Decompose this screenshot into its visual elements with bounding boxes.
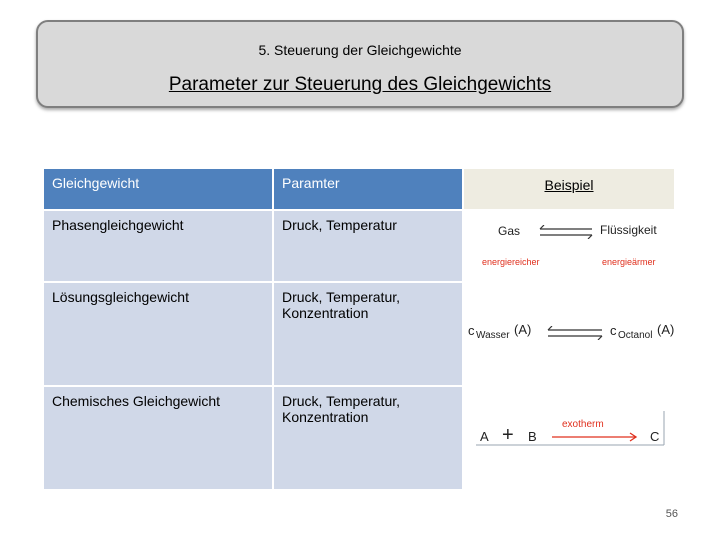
column-header-beispiel: Beispiel [464,169,674,209]
cell-gleichgewicht: Lösungsgleichgewicht [44,283,272,385]
example-solution [464,283,674,385]
phase-liquid-label: Flüssigkeit [600,223,657,237]
phase-right-note: energieärmer [602,257,656,267]
phase-left-note: energiereicher [482,257,540,267]
table-header-row [44,169,674,209]
cell-parameter: Druck, Temperatur, Konzentration [274,283,462,385]
example-phase [464,211,674,281]
table-row [44,211,674,281]
solution-left-c: c [468,323,475,338]
slide-subtitle: 5. Steuerung der Gleichgewichte [258,42,462,58]
frame-lines-icon [474,409,670,449]
table-row [44,283,674,385]
chemical-reactant-a: A [480,429,489,444]
solution-left-arg: (A) [514,322,532,337]
column-header-gleichgewicht: Gleichgewicht [44,169,272,209]
cell-gleichgewicht: Chemisches Gleichgewicht [44,387,272,489]
solution-right-sub: Octanol [618,330,653,341]
chemical-reactant-b: B [528,429,537,444]
column-header-parameter: Paramter [274,169,462,209]
slide-title: Parameter zur Steuerung des Gleichgewichts [168,74,552,95]
table-row [44,387,674,489]
example-chemical [464,387,674,489]
phase-gas-label: Gas [498,224,521,238]
cell-gleichgewicht: Phasengleichgewicht [44,211,272,281]
equilibrium-arrow-icon [546,326,604,340]
solution-right-arg: (A) [657,322,675,337]
cell-parameter: Druck, Temperatur [274,211,462,281]
solution-left-sub: Wasser [476,330,510,341]
parameter-table [42,167,676,491]
page-number: 56 [665,508,678,520]
chemical-plus: + [502,424,514,446]
chemical-product: C [650,429,660,444]
header-box [36,20,684,108]
solution-right-c: c [610,323,617,338]
chemical-exotherm-label: exotherm [562,419,604,430]
cell-parameter: Druck, Temperatur, Konzentration [274,387,462,489]
equilibrium-arrow-icon [538,225,594,239]
